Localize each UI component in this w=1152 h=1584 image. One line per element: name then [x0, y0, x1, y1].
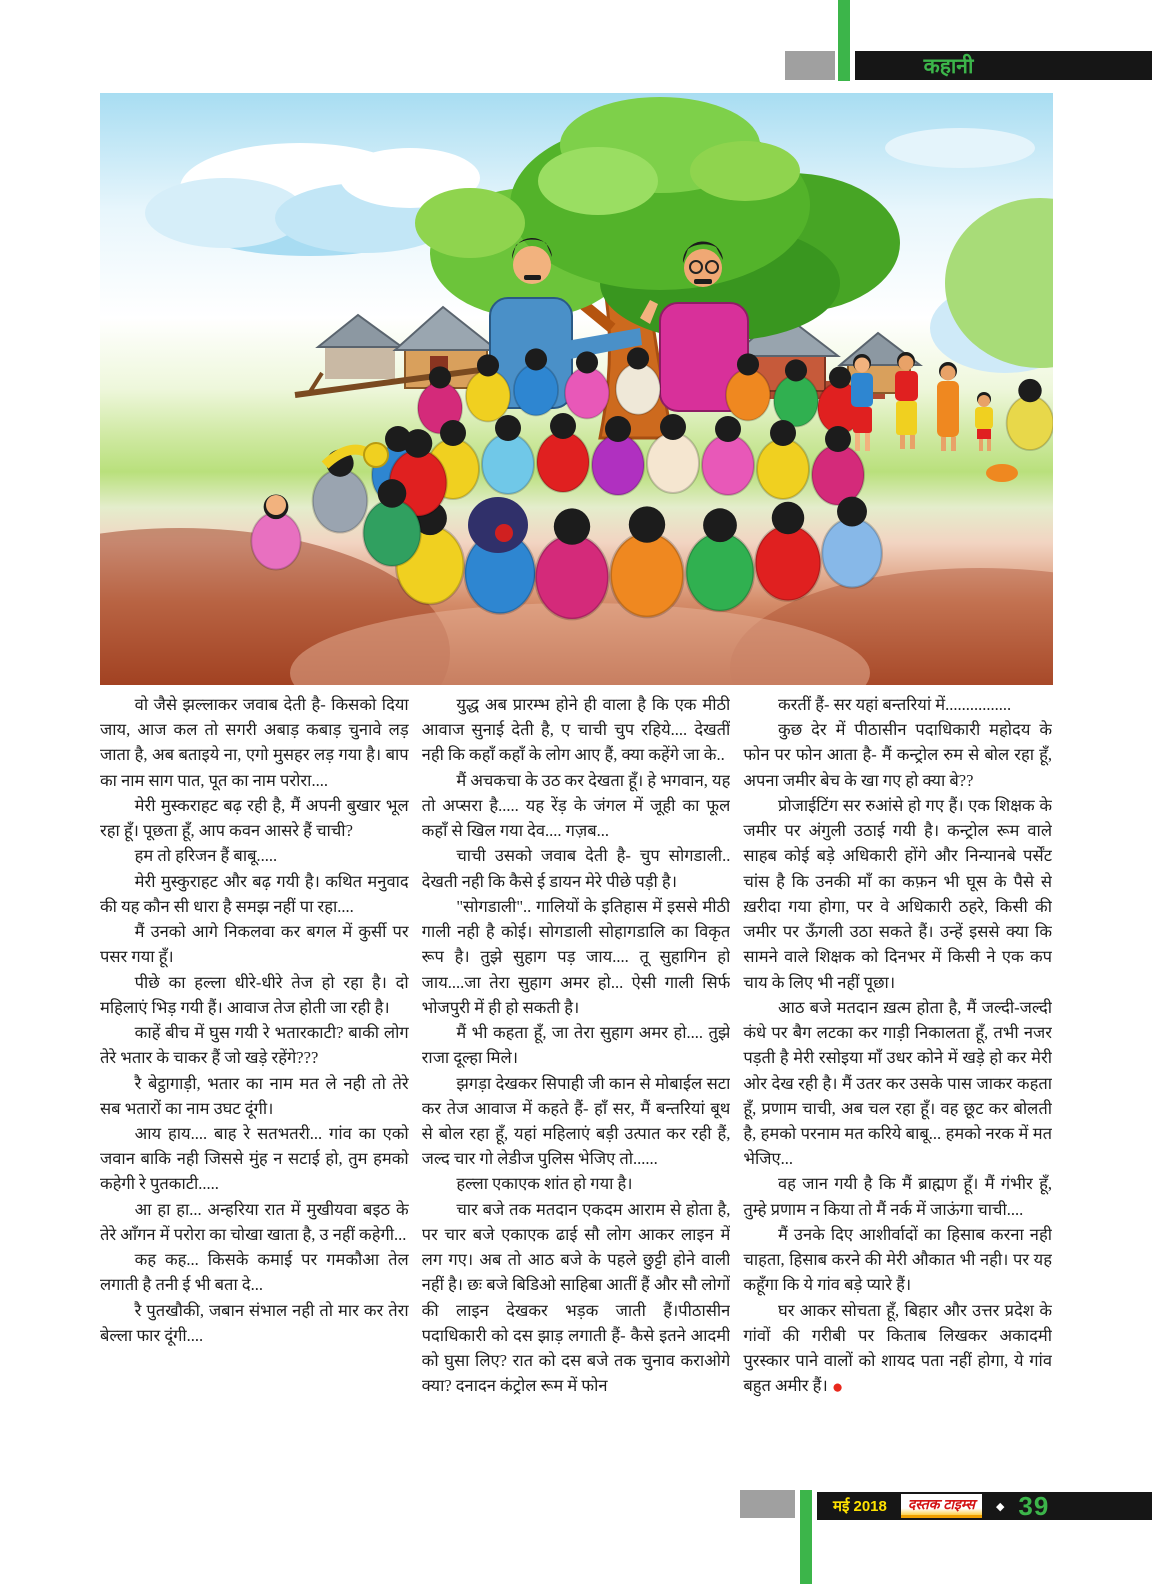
story-paragraph: चार बजे तक मतदान एकदम आराम से होता है, पर चार बजे एकाएक ढाई सौ लोग आकर लाइन में लग गए। अब तो आठ बजे के पहले छुट्टी होने वाली नहीं है। छः बजे बिडिओ साहिबा आतीं हैं और सौ लोगों की लाइन देखकर भड़क जाती हैं।पीठासीन पदाधिकारी को दस झाड़ लगाती हैं- कैसे इतने आदमी को घुसा लिए? रात को दस बजे तक चुनाव कराओगे क्या? दनादन कंट्रोल रूम में फोन	[421, 1199, 731, 1396]
story-paragraph: "सोगडाली".. गालियों के इतिहास में इससे मीठी गाली नही है कोई। सोगडाली सोहागडालि का विकृत रूप है। तुझे सुहाग पड़ जाय.... तू सुहागिन हो जाय....जा तेरा सुहाग अमर हो... ऐसी गाली सिर्फ भोजपुरी में ही हो सकती है।	[421, 896, 731, 1017]
story-paragraph: मेरी मुस्कराहट बढ़ रही है, मैं अपनी बुखार भूल रहा हूँ। पूछता हूँ, आप कवन आसरे हैं चाची?	[100, 795, 409, 841]
story-paragraph: मैं उनके दिए आशीर्वादों का हिसाब करना नही चाहता, हिसाब करने की मेरी औकात भी नही। पर यह कहूँगा कि ये गांव बड़े प्यारे हैं।	[743, 1224, 1052, 1295]
story-column-2	[422, 692, 731, 1480]
story-paragraph: वो जैसे झल्लाकर जवाब देती है- किसको दिया जाय, आज कल तो सगरी अबाड़ कबाड़ चुनावे लड़ जाता है, अब बताइये ना, एगो मुसहर लड़ गया है। बाप का नाम साग पात, पूत का नाम परोरा....	[100, 695, 409, 790]
story-paragraph: काहें बीच में घुस गयी रे भतारकाटी? बाकी लोग तेरे भतार के चाकर हैं जो खड़े रहेंगे???	[100, 1023, 409, 1068]
story-column-1	[100, 692, 409, 1480]
story-paragraph: करतीं हैं- सर यहां बन्तरियां में................	[777, 695, 1012, 714]
footer-band	[817, 1492, 1152, 1520]
story-paragraph: हल्ला एकाएक शांत हो गया है।	[456, 1174, 633, 1194]
story-illustration	[100, 93, 1053, 685]
story-paragraph: चाची उसको जवाब देती है- चुप सोगडाली.. देखती नही कि कैसे ई डायन मेरे पीछे पड़ी है।	[421, 846, 731, 891]
diamond-icon: ◆	[995, 1500, 1005, 1513]
end-of-story-icon: ●	[831, 1377, 844, 1399]
story-paragraph: रै पुतखौकी, जबान संभाल नही तो मार कर तेरा बेल्ला फार दूंगी....	[100, 1300, 409, 1345]
magazine-logo: दस्तक टाइम्स	[901, 1494, 982, 1518]
story-paragraph: कह कह... किसके कमाई पर गमकौआ तेल लगाती है तनी ई भी बता दे...	[100, 1250, 409, 1295]
story-paragraph: मैं उनको आगे निकलवा कर बगल में कुर्सी पर पसर गया हूँ।	[100, 922, 409, 967]
story-paragraph-text: घर आकर सोचता हूँ, बिहार और उत्तर प्रदेश के गांवों की गरीबी पर किताब लिखकर अकादमी पुरस्कार पाने वालों को शायद पता नहीं होगा, ये गांव बहुत अमीर हैं।	[743, 1300, 1052, 1396]
story-paragraph: हम तो हरिजन हैं बाबू.....	[134, 846, 278, 866]
footer-green-bar	[800, 1490, 812, 1584]
section-title: कहानी	[923, 54, 974, 78]
story-paragraph: वह जान गयी है कि मैं ब्राह्मण हूँ। मैं गंभीर हूँ, तुम्हे प्रणाम न किया तो मैं नर्क में जाऊंगा चाची....	[743, 1174, 1052, 1219]
story-paragraph	[743, 1298, 1052, 1399]
footer-gray-block	[740, 1490, 795, 1518]
story-paragraph: पीछे का हल्ला धीरे-धीरे तेज हो रहा है। दो महिलाएं भिड़ गयी हैं। आवाज तेज होती जा रही है।	[100, 972, 409, 1017]
header-band	[855, 51, 1152, 80]
story-paragraph: युद्ध अब प्रारम्भ होने ही वाला है कि एक मीठी आवाज सुनाई देती है, ए चाची चुप रहिये.... देखतीं नही कि कहाँ कहाँ के लोग आए हैं, क्या कहेंगे जा के..	[421, 695, 731, 765]
story-paragraph: मेरी मुस्कुराहट और बढ़ गयी है। कथित मनुवाद की यह कौन सी धारा है समझ नहीं पा रहा....	[100, 871, 409, 916]
story-column-3	[743, 692, 1052, 1480]
issue-date: मई 2018	[833, 1498, 887, 1515]
story-text	[100, 692, 1052, 1480]
story-paragraph: प्रोजाईटिंग सर रुआंसे हो गए हैं। एक शिक्षक के जमीर पर अंगुली उठाई गयी है। कन्ट्रोल रूम वाले साहब कोई बड़े अधिकारी होंगे और निन्यानबे पर्सेंट चांस है कि उनकी माँ का कफ़न भी घूस के पैसे से ख़रीदा गया होगा, पर वे अधिकारी ठहरे, किसी की जमीर पर ऊँगली उठा सकते हैं। उन्हें इससे क्या कि सामने वाले शिक्षक को दिनभर में किसी ने एक कप चाय के लिए भी नहीं पूछा।	[743, 795, 1052, 992]
story-paragraph: मैं भी कहता हूँ, जा तेरा सुहाग अमर हो.... तुझे राजा दूल्हा मिले।	[421, 1023, 731, 1068]
header-gray-block	[785, 51, 835, 80]
story-paragraph: मैं अचकचा के उठ कर देखता हूँ। हे भगवान, यह तो अप्सरा है..... यह रेंड़ के जंगल में जूही का फूल कहाँ से खिल गया देव.... गज़ब...	[421, 770, 731, 841]
story-paragraph: आय हाय.... बाह रे सतभतरी... गांव का एको जवान बाकि नही जिससे मुंह न सटाई हो, तुम हमको कहेगी रे पुतकाटी.....	[100, 1123, 409, 1194]
story-paragraph: कुछ देर में पीठासीन पदाधिकारी महोदय के फोन पर फोन आता है- मैं कन्ट्रोल रुम से बोल रहा हूँ, अपना जमीर बेच के खा गए हो क्या बे??	[743, 720, 1052, 790]
story-paragraph: आठ बजे मतदान ख़त्म होता है, मैं जल्दी-जल्दी कंधे पर बैग लटका कर गाड़ी निकालता हूँ, तभी नजर पड़ती है मेरी रसोइया माँ उधर कोने में खड़े हो कर मेरी ओर देख रही है। मैं उतर कर उसके पास जाकर कहता हूँ, प्रणाम चाची, अब चल रहा हूँ। वह छूट कर बोलती है, हमको परनाम मत करिये बाबू... हमको नरक में मत भेजिए...	[743, 997, 1052, 1169]
story-paragraph: झगड़ा देखकर सिपाही जी कान से मोबाईल सटा कर तेज आवाज में कहते हैं- हाँ सर, मैं बन्तरियां बूथ से बोल रहा हूँ, यहां महिलाएं बड़ी उत्पात कर रही हैं, जल्द चार गो लेडीज पुलिस भेजिए तो......	[421, 1073, 731, 1169]
page-number: 39	[1018, 1490, 1050, 1521]
header-green-bar	[838, 0, 850, 81]
story-paragraph: रै बेट्ठागाड़ी, भतार का नाम मत ले नही तो तेरे सब भतारों का नाम उघट दूंगी।	[100, 1073, 409, 1118]
story-paragraph: आ हा हा... अन्हरिया रात में मुखीयवा बइठ के तेरे आँगन में परोरा का चोखा खाता है, उ नहीं कहेगी...	[100, 1199, 409, 1244]
